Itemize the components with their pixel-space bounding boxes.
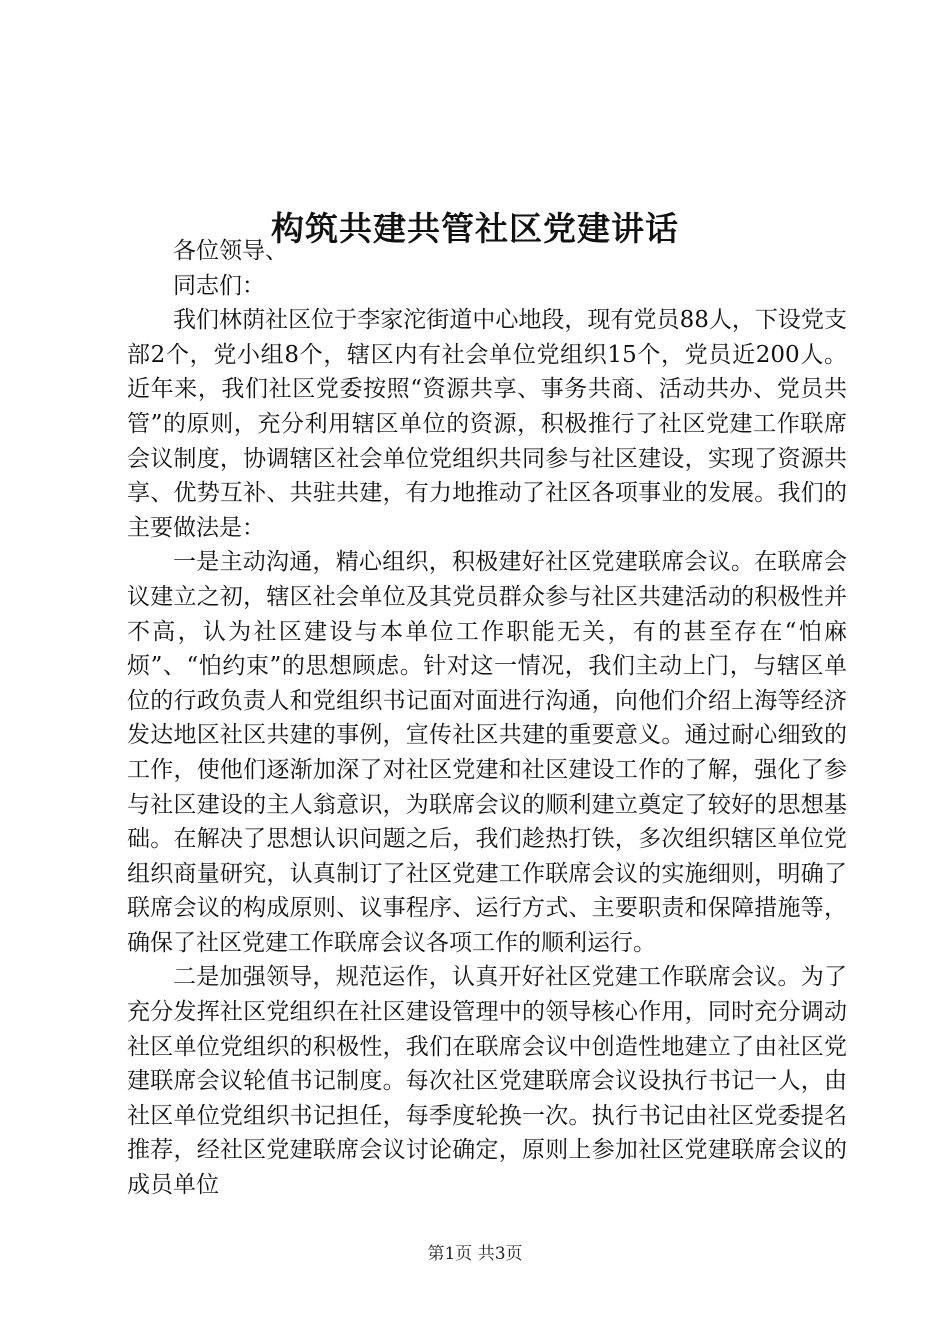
document-body <box>127 234 847 1203</box>
paragraph-intro: 我们林荫社区位于李家沱街道中心地段，现有党员88人，下设党支部2个，党小组8个，辖区内有社会单位党组织15个，党员近200人。近年来，我们社区党委按照“资源共享、事务共商、活动共办、党员共管”的原则，充分利用辖区单位的资源，积极推行了社区党建工作联席会议制度，协调辖区社会单位党组织共同参与社区建设，实现了资源共享、优势互补、共驻共建，有力地推动了社区各项事业的发展。我们的主要做法是： <box>127 307 847 541</box>
document-title: 构筑共建共管社区党建讲话 <box>271 209 679 249</box>
paragraph-point-two: 二是加强领导，规范运作，认真开好社区党建工作联席会议。为了充分发挥社区党组织在社区建设管理中的领导核心作用，同时充分调动社区单位党组织的积极性，我们在联席会议中创造性地建立了由社区党建联席会议轮值书记制度。每次社区党建联席会议设执行书记一人，由社区单位党组织书记担任，每季度轮换一次。执行书记由社区党委提名推荐，经社区党建联席会议讨论确定，原则上参加社区党建联席会议的成员单位 <box>127 964 847 1199</box>
salutation-comrades: 同志们： <box>173 272 265 299</box>
paragraph-point-one: 一是主动沟通，精心组织，积极建好社区党建联席会议。在联席会议建立之初，辖区社会单位及其党员群众参与社区共建活动的积极性并不高，认为社区建设与本单位工作职能无关，有的甚至存在“怕麻烦”、“怕约束”的思想顾虑。针对这一情况，我们主动上门，与辖区单位的行政负责人和党组织书记面对面进行沟通，向他们介绍上海等经济发达地区社区共建的事例，宣传社区共建的重要意义。通过耐心细致的工作，使他们逐渐加深了对社区党建和社区建设工作的了解，强化了参与社区建设的主人翁意识，为联席会议的顺利建立奠定了较好的思想基础。在解决了思想认识问题之后，我们趁热打铁，多次组织辖区单位党组织商量研究，认真制订了社区党建工作联席会议的实施细则，明确了联席会议的构成原则、议事程序、运行方式、主要职责和保障措施等，确保了社区党建工作联席会议各项工作的顺利运行。 <box>127 549 847 956</box>
page-number-footer: 第1页 共3页 <box>427 1244 523 1264</box>
salutation-leaders: 各位领导、 <box>173 238 288 264</box>
